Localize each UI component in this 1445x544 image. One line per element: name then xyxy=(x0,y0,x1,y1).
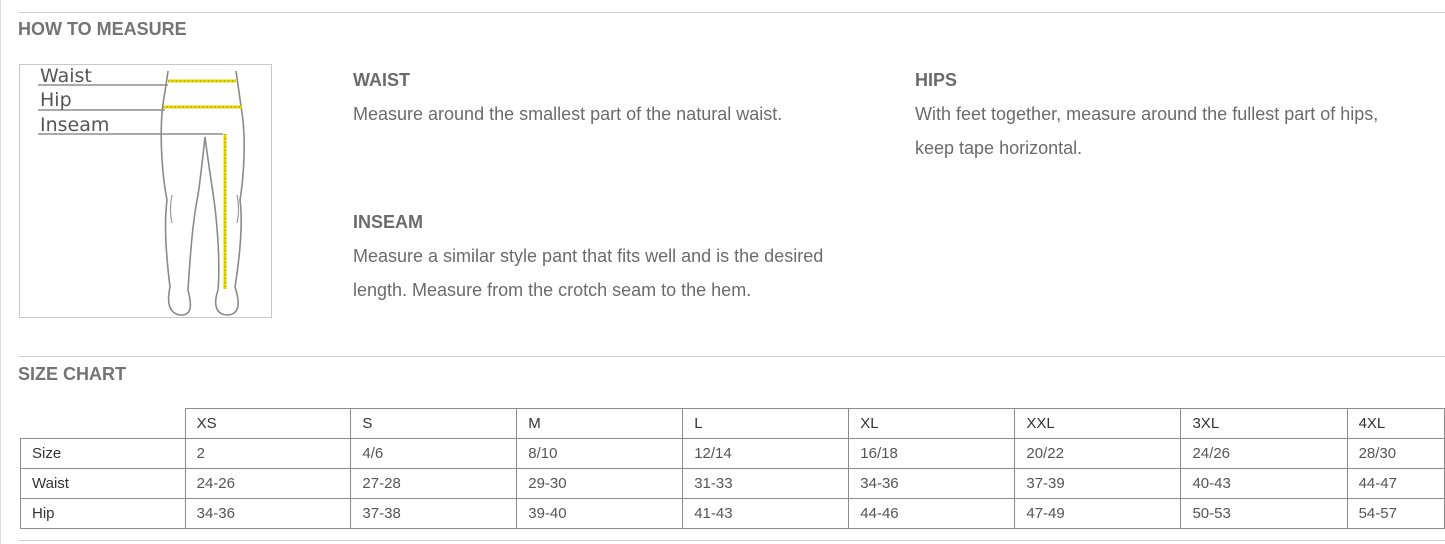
table-cell: 47-49 xyxy=(1015,499,1181,529)
measure-diagram xyxy=(19,64,272,318)
hips-description: With feet together, measure around the fullest part of hips, keep tape horizontal. xyxy=(915,104,1379,158)
bottom-divider xyxy=(18,540,1445,541)
row-label: Size xyxy=(21,439,186,469)
table-cell: 31-33 xyxy=(683,469,849,499)
table-row xyxy=(21,499,1445,529)
figure-label-inseam: Inseam xyxy=(40,114,110,136)
figure-label-waist: Waist xyxy=(40,65,92,87)
table-cell: 41-43 xyxy=(683,499,849,529)
table-cell: 27-28 xyxy=(351,469,517,499)
table-row xyxy=(21,439,1445,469)
corner-cell xyxy=(21,409,186,439)
table-cell: 8/10 xyxy=(517,439,683,469)
table-cell: 34-36 xyxy=(849,469,1015,499)
hips-heading: HIPS xyxy=(915,70,958,90)
table-row xyxy=(21,469,1445,499)
row-label: Waist xyxy=(21,469,186,499)
table-cell: 16/18 xyxy=(849,439,1015,469)
column-header: M xyxy=(517,409,683,439)
table-cell: 12/14 xyxy=(683,439,849,469)
size-chart-title: SIZE CHART xyxy=(18,364,126,384)
table-cell: 37-38 xyxy=(351,499,517,529)
waist-heading: WAIST xyxy=(353,70,410,90)
table-cell: 50-53 xyxy=(1181,499,1347,529)
row-label: Hip xyxy=(21,499,186,529)
table-cell: 40-43 xyxy=(1181,469,1347,499)
table-cell: 39-40 xyxy=(517,499,683,529)
how-to-measure-title: HOW TO MEASURE xyxy=(18,19,187,39)
waist-description: Measure around the smallest part of the natural waist. xyxy=(353,104,783,124)
size-chart-table xyxy=(20,408,1445,529)
inseam-heading: INSEAM xyxy=(353,212,424,232)
table-cell: 2 xyxy=(185,439,351,469)
size-chart-header-row xyxy=(21,409,1445,439)
table-cell: 44-47 xyxy=(1347,469,1444,499)
table-cell: 29-30 xyxy=(517,469,683,499)
column-header: S xyxy=(351,409,517,439)
left-border xyxy=(0,0,1,544)
table-cell: 20/22 xyxy=(1015,439,1181,469)
section-divider xyxy=(18,356,1445,357)
column-header: L xyxy=(683,409,849,439)
column-header: 3XL xyxy=(1181,409,1347,439)
inseam-description: Measure a similar style pant that fits well and is the desired length. Measure from the crotch seam to the hem. xyxy=(353,246,824,300)
table-cell: 4/6 xyxy=(351,439,517,469)
table-cell: 54-57 xyxy=(1347,499,1444,529)
waist-instructions xyxy=(353,67,873,131)
column-header: XL xyxy=(849,409,1015,439)
pants-figure-icon xyxy=(20,65,271,317)
table-cell: 34-36 xyxy=(185,499,351,529)
table-cell: 24-26 xyxy=(185,469,351,499)
column-header: 4XL xyxy=(1347,409,1444,439)
top-divider xyxy=(18,12,1445,13)
hips-instructions xyxy=(915,67,1405,165)
table-cell: 28/30 xyxy=(1347,439,1444,469)
inseam-instructions xyxy=(353,209,853,307)
column-header: XXL xyxy=(1015,409,1181,439)
table-cell: 44-46 xyxy=(849,499,1015,529)
table-cell: 37-39 xyxy=(1015,469,1181,499)
column-header: XS xyxy=(185,409,351,439)
table-cell: 24/26 xyxy=(1181,439,1347,469)
figure-label-hip: Hip xyxy=(40,89,72,111)
